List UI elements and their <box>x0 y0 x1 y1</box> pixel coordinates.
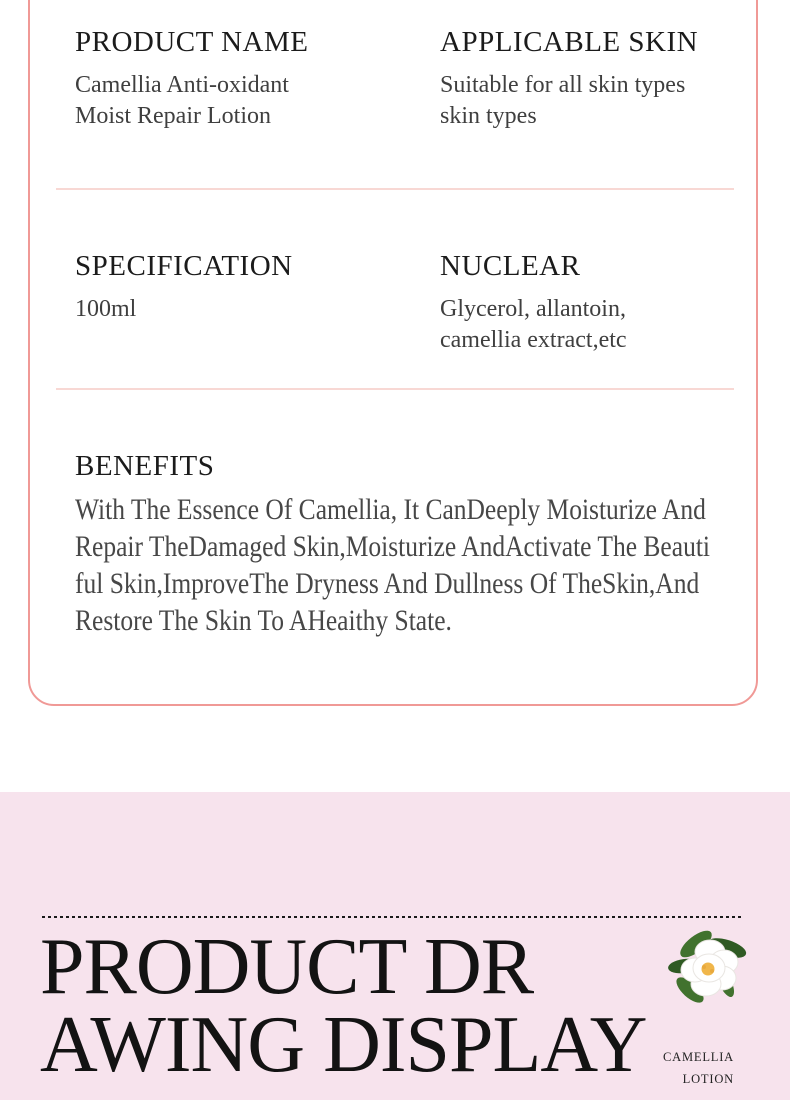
product-name-line: Moist Repair Lotion <box>75 103 271 129</box>
specification-line: 100ml <box>75 296 137 322</box>
specification-heading: SPECIFICATION <box>75 250 293 282</box>
brand-line1: CAMELLIA <box>663 1050 734 1064</box>
nuclear-line: camellia extract,etc <box>440 327 627 353</box>
banner-title <box>40 923 647 1089</box>
benefits-line: Restore The Skin To AHeaithy State. <box>75 604 452 637</box>
section-specification <box>75 250 293 325</box>
benefits-line: With The Essence Of Camellia, It CanDeeply Moisturize And <box>75 493 706 526</box>
card-divider <box>56 188 734 190</box>
section-benefits <box>75 450 790 639</box>
applicable-skin-line: Suitable for all skin types <box>440 72 686 98</box>
card-divider <box>56 388 734 390</box>
benefits-heading: BENEFITS <box>75 450 215 482</box>
nuclear-heading: NUCLEAR <box>440 250 581 282</box>
section-nuclear <box>440 250 627 356</box>
brand-label <box>650 1046 734 1090</box>
banner-title-line2: AWING DISPLAY <box>40 1001 647 1089</box>
product-drawing-banner <box>0 792 790 1100</box>
section-applicable-skin <box>440 26 698 132</box>
banner-title-line1: PRODUCT DR <box>40 923 534 1011</box>
product-name-line: Camellia Anti-oxidant <box>75 72 289 98</box>
benefits-line: ful Skin,ImproveThe Dryness And Dullness Of TheSkin,And <box>75 567 700 600</box>
dashed-divider <box>42 916 742 918</box>
benefits-line: Repair TheDamaged Skin,Moisturize AndActivate The Beauti <box>75 530 710 563</box>
section-product-name <box>75 26 308 132</box>
nuclear-line: Glycerol, allantoin, <box>440 296 626 322</box>
benefits-text <box>75 491 747 639</box>
brand-line2: LOTION <box>682 1072 734 1086</box>
product-name-heading: PRODUCT NAME <box>75 26 309 58</box>
applicable-skin-heading: APPLICABLE SKIN <box>440 26 699 58</box>
camellia-flower-icon <box>664 924 758 1018</box>
applicable-skin-line: skin types <box>440 103 537 129</box>
